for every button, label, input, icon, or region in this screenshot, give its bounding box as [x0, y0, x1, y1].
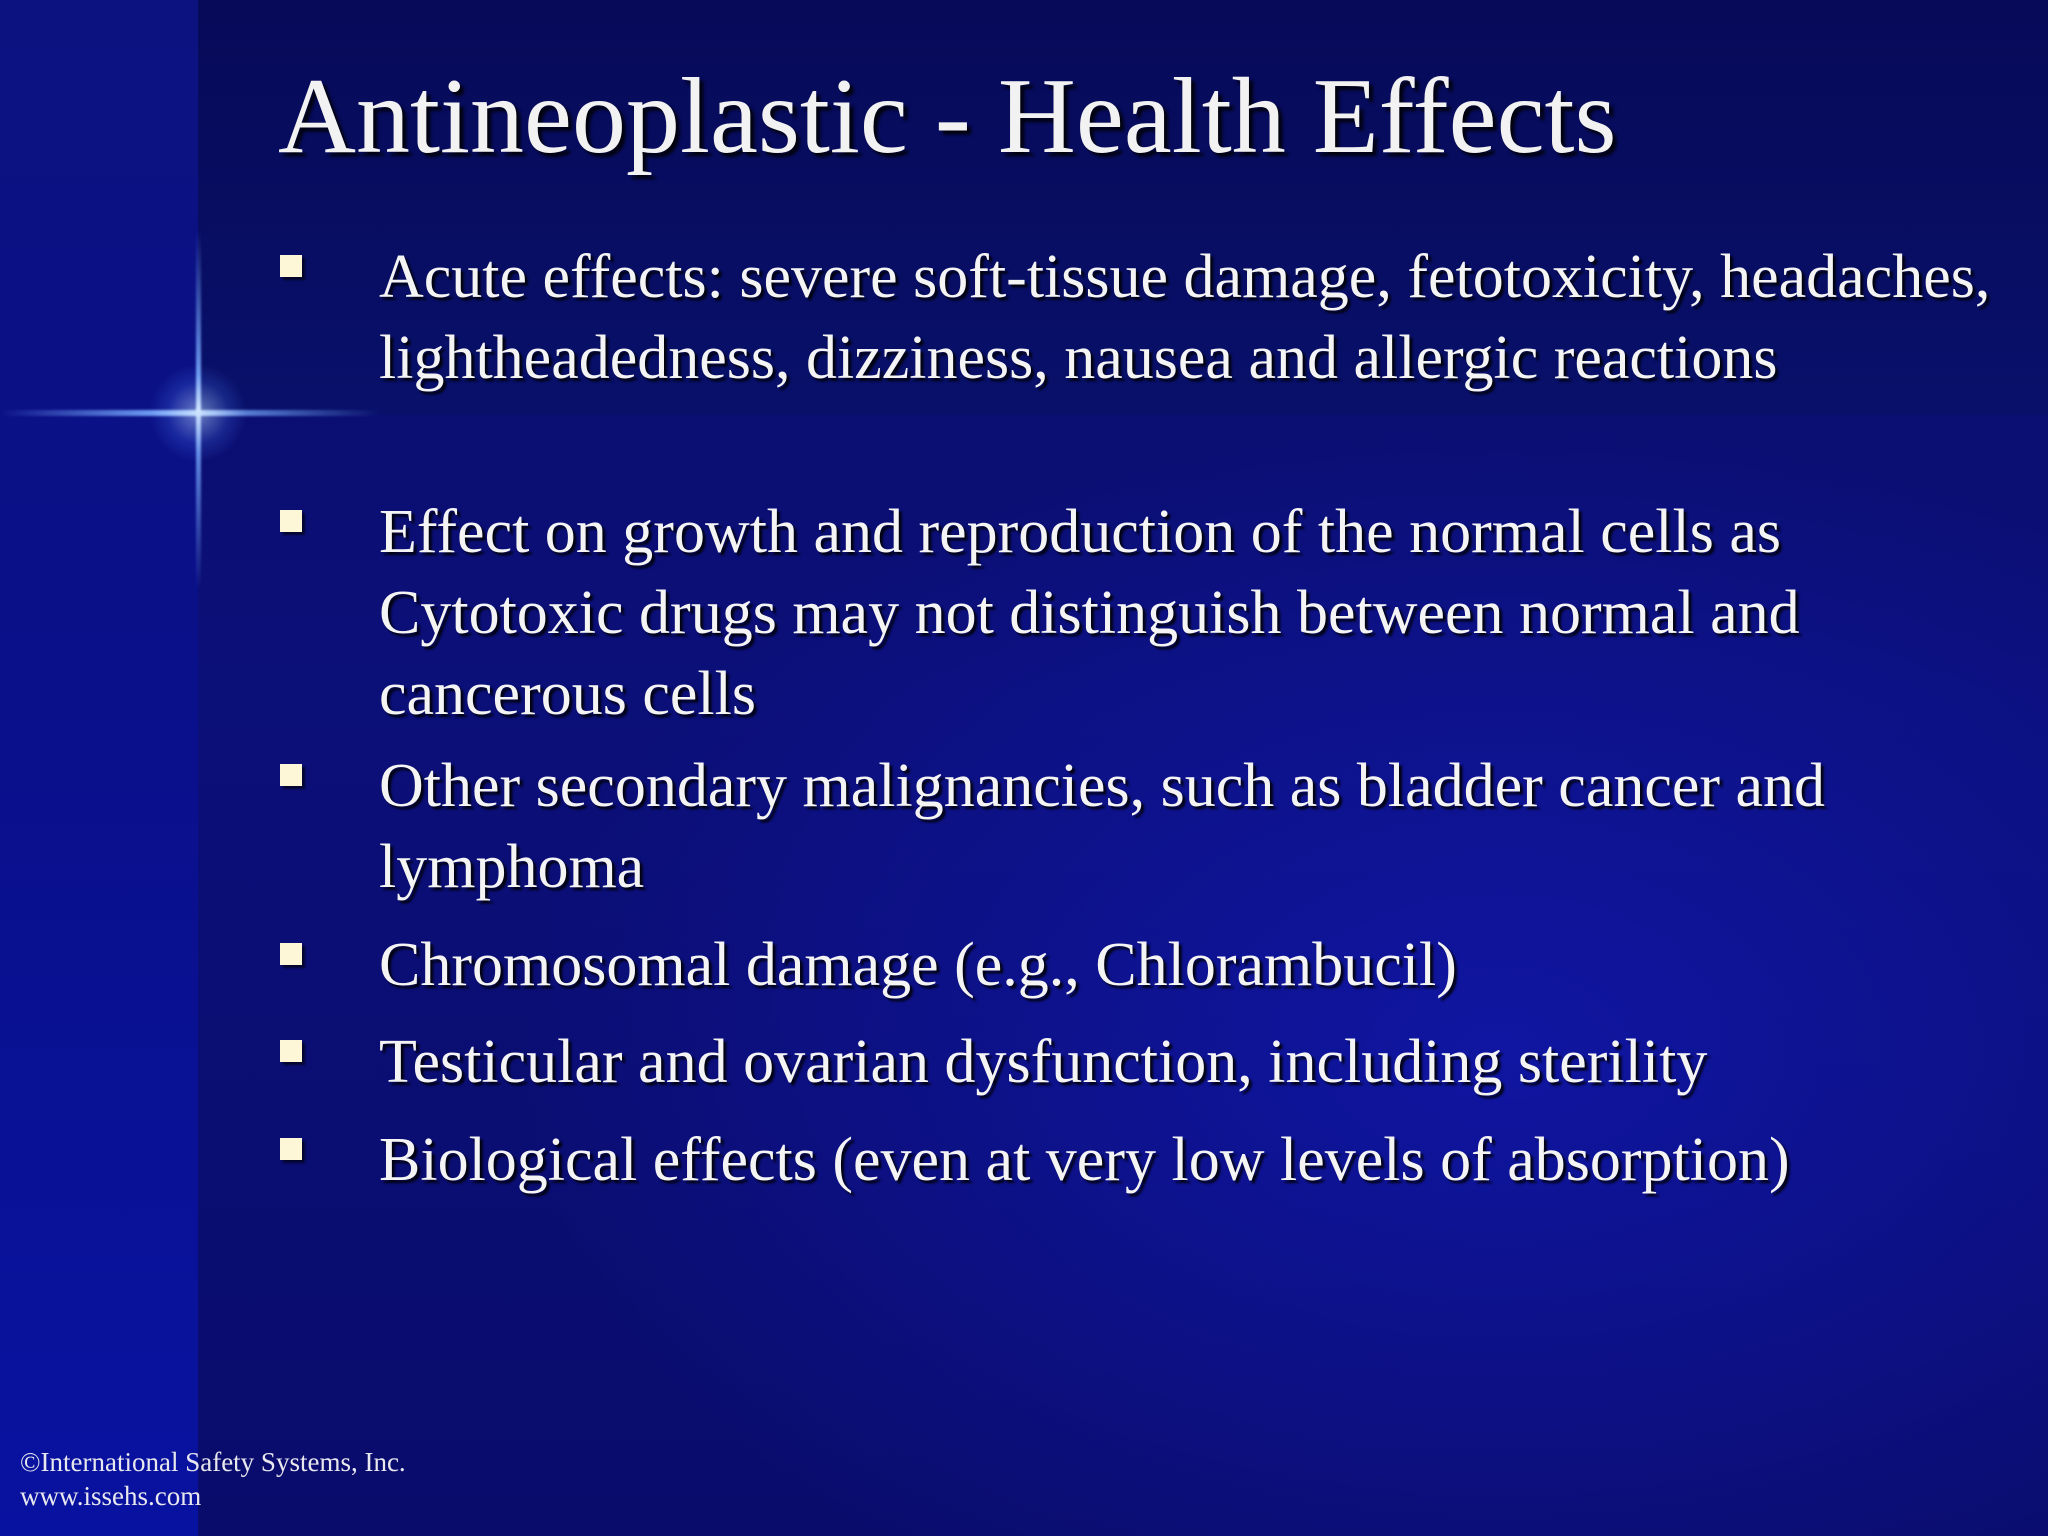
bullet-text: Acute effects: severe soft-tissue damage, fetotoxicity, headaches, lightheadedness, dizziness, nausea and allergic reactions [379, 243, 1991, 392]
square-bullet-icon [280, 255, 302, 277]
bullet-text: Biological effects (even at very low levels of absorption) [379, 1126, 1790, 1194]
square-bullet-icon [280, 1040, 302, 1062]
slide-title: Antineoplastic - Health Effects [278, 57, 1617, 176]
square-bullet-icon [280, 764, 302, 786]
bullet-text: Chromosomal damage (e.g., Chlorambucil) [379, 931, 1457, 999]
footer [20, 1445, 406, 1513]
bullet-text: Effect on growth and reproduction of the normal cells as Cytotoxic drugs may not distinguish between normal and cancerous cells [379, 498, 1800, 728]
square-bullet-icon [280, 1138, 302, 1160]
footer-copyright: ©International Safety Systems, Inc. [20, 1447, 406, 1477]
bullet-text: Other secondary malignancies, such as bladder cancer and lymphoma [379, 752, 1826, 901]
left-accent-strip [0, 0, 198, 1536]
square-bullet-icon [280, 510, 302, 532]
square-bullet-icon [280, 943, 302, 965]
light-flare-horizontal [0, 410, 380, 416]
bullet-text: Testicular and ovarian dysfunction, including sterility [379, 1028, 1708, 1096]
footer-website: www.issehs.com [20, 1481, 202, 1511]
light-flare-vertical [196, 230, 201, 590]
